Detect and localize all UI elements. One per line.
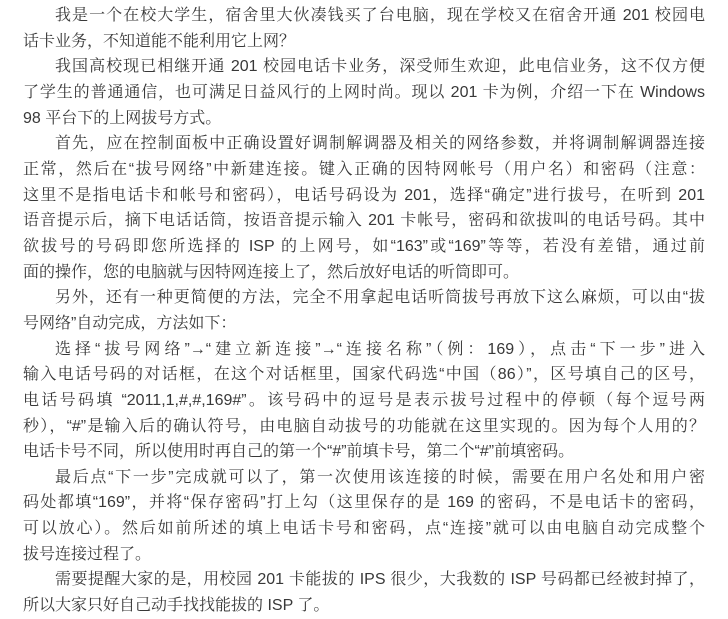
text-line: 最后点“下一步”完成就可以了，第一次使用该连接的时候，需要在用户名处和用户密 <box>55 468 705 486</box>
text-line: 秒），“#”是输入后的确认符号，由电脑自动拔号的功能就在这里实现的。因为每个人用的？ <box>23 417 705 435</box>
text-line: 欲拔号的号码即您所选择的 ISP 的上网号，如“163”或“169”等等，若没有差错，通过前 <box>23 237 705 255</box>
text-line: 可以放心）。然后如前所述的填上电话卡号和密码，点“连接”就可以由电脑自动完成整个 <box>23 520 705 538</box>
text-line: 首先，应在控制面板中正确设置好调制解调器及相关的网络参数，并将调制解调器连接 <box>55 135 705 153</box>
text-line: 需要提醒大家的是，用校园 201 卡能拔的 IPS 很少，大我数的 ISP 号码都已经被封掉了， <box>55 571 705 589</box>
article-body <box>23 3 705 619</box>
text-line: 码处都填“169”，并将“保存密码”打上勾（这里保存的是 169 的密码，不是电话卡的密码， <box>23 494 705 512</box>
text-line: 面的操作，您的电脑就与因特网连接上了，然后放好电话的听筒即可。 <box>23 263 520 281</box>
text-line: 这里不是指电话卡和帐号和密码），电话号码设为 201，选择“确定”进行拔号，在听到 201 <box>23 186 705 204</box>
text-line: 拔号连接过程了。 <box>23 545 152 563</box>
text-line: 语音提示后，摘下电话话筒，按语音提示输入 201 卡帐号，密码和欲拔叫的电话号码。其中 <box>23 212 705 230</box>
text-line: 了学生的普通通信，也可满足日益风行的上网时尚。现以 201 卡为例，介绍一下在 Windows <box>23 83 705 101</box>
text-line: 另外，还有一种更简便的方法，完全不用拿起电话听筒拔号再放下这么麻烦，可以由“拔 <box>55 289 705 307</box>
text-line: 输入电话号码的对话框，在这个对话框里，国家代码选“中国（86）”，区号填自己的区号， <box>23 366 705 384</box>
text-line: 电话卡号不同，所以使用时再自己的第一个“#”前填卡号，第二个“#”前填密码。 <box>23 443 575 461</box>
text-line: 所以大家只好自己动手找找能拔的 ISP 了。 <box>23 597 330 615</box>
text-line: 号网络”自动完成，方法如下： <box>23 314 237 332</box>
text-line: 电话号码填 “2011,1,#,#,169#”。该号码中的逗号是表示拔号过程中的停顿（每个逗号两 <box>23 391 705 409</box>
text-line: 话卡业务，不知道能不能利用它上网？ <box>23 32 296 50</box>
text-line: 我是一个在校大学生，宿舍里大伙凑钱买了台电脑，现在学校又在宿舍开通 201 校园电 <box>55 7 705 24</box>
text-line: 正常，然后在“拔号网络”中新建连接。键入正确的因特网帐号（用户名）和密码（注意： <box>23 160 705 178</box>
text-line: 我国高校现已相继开通 201 校园电话卡业务，深受师生欢迎，此电信业务，这不仅方便 <box>55 58 705 76</box>
text-line: 选择“拔号网络”→“建立新连接”→“连接名称”（例：169），点击“下一步”进入 <box>55 340 705 358</box>
text-line: 98 平台下的上网拔号方式。 <box>23 109 222 127</box>
